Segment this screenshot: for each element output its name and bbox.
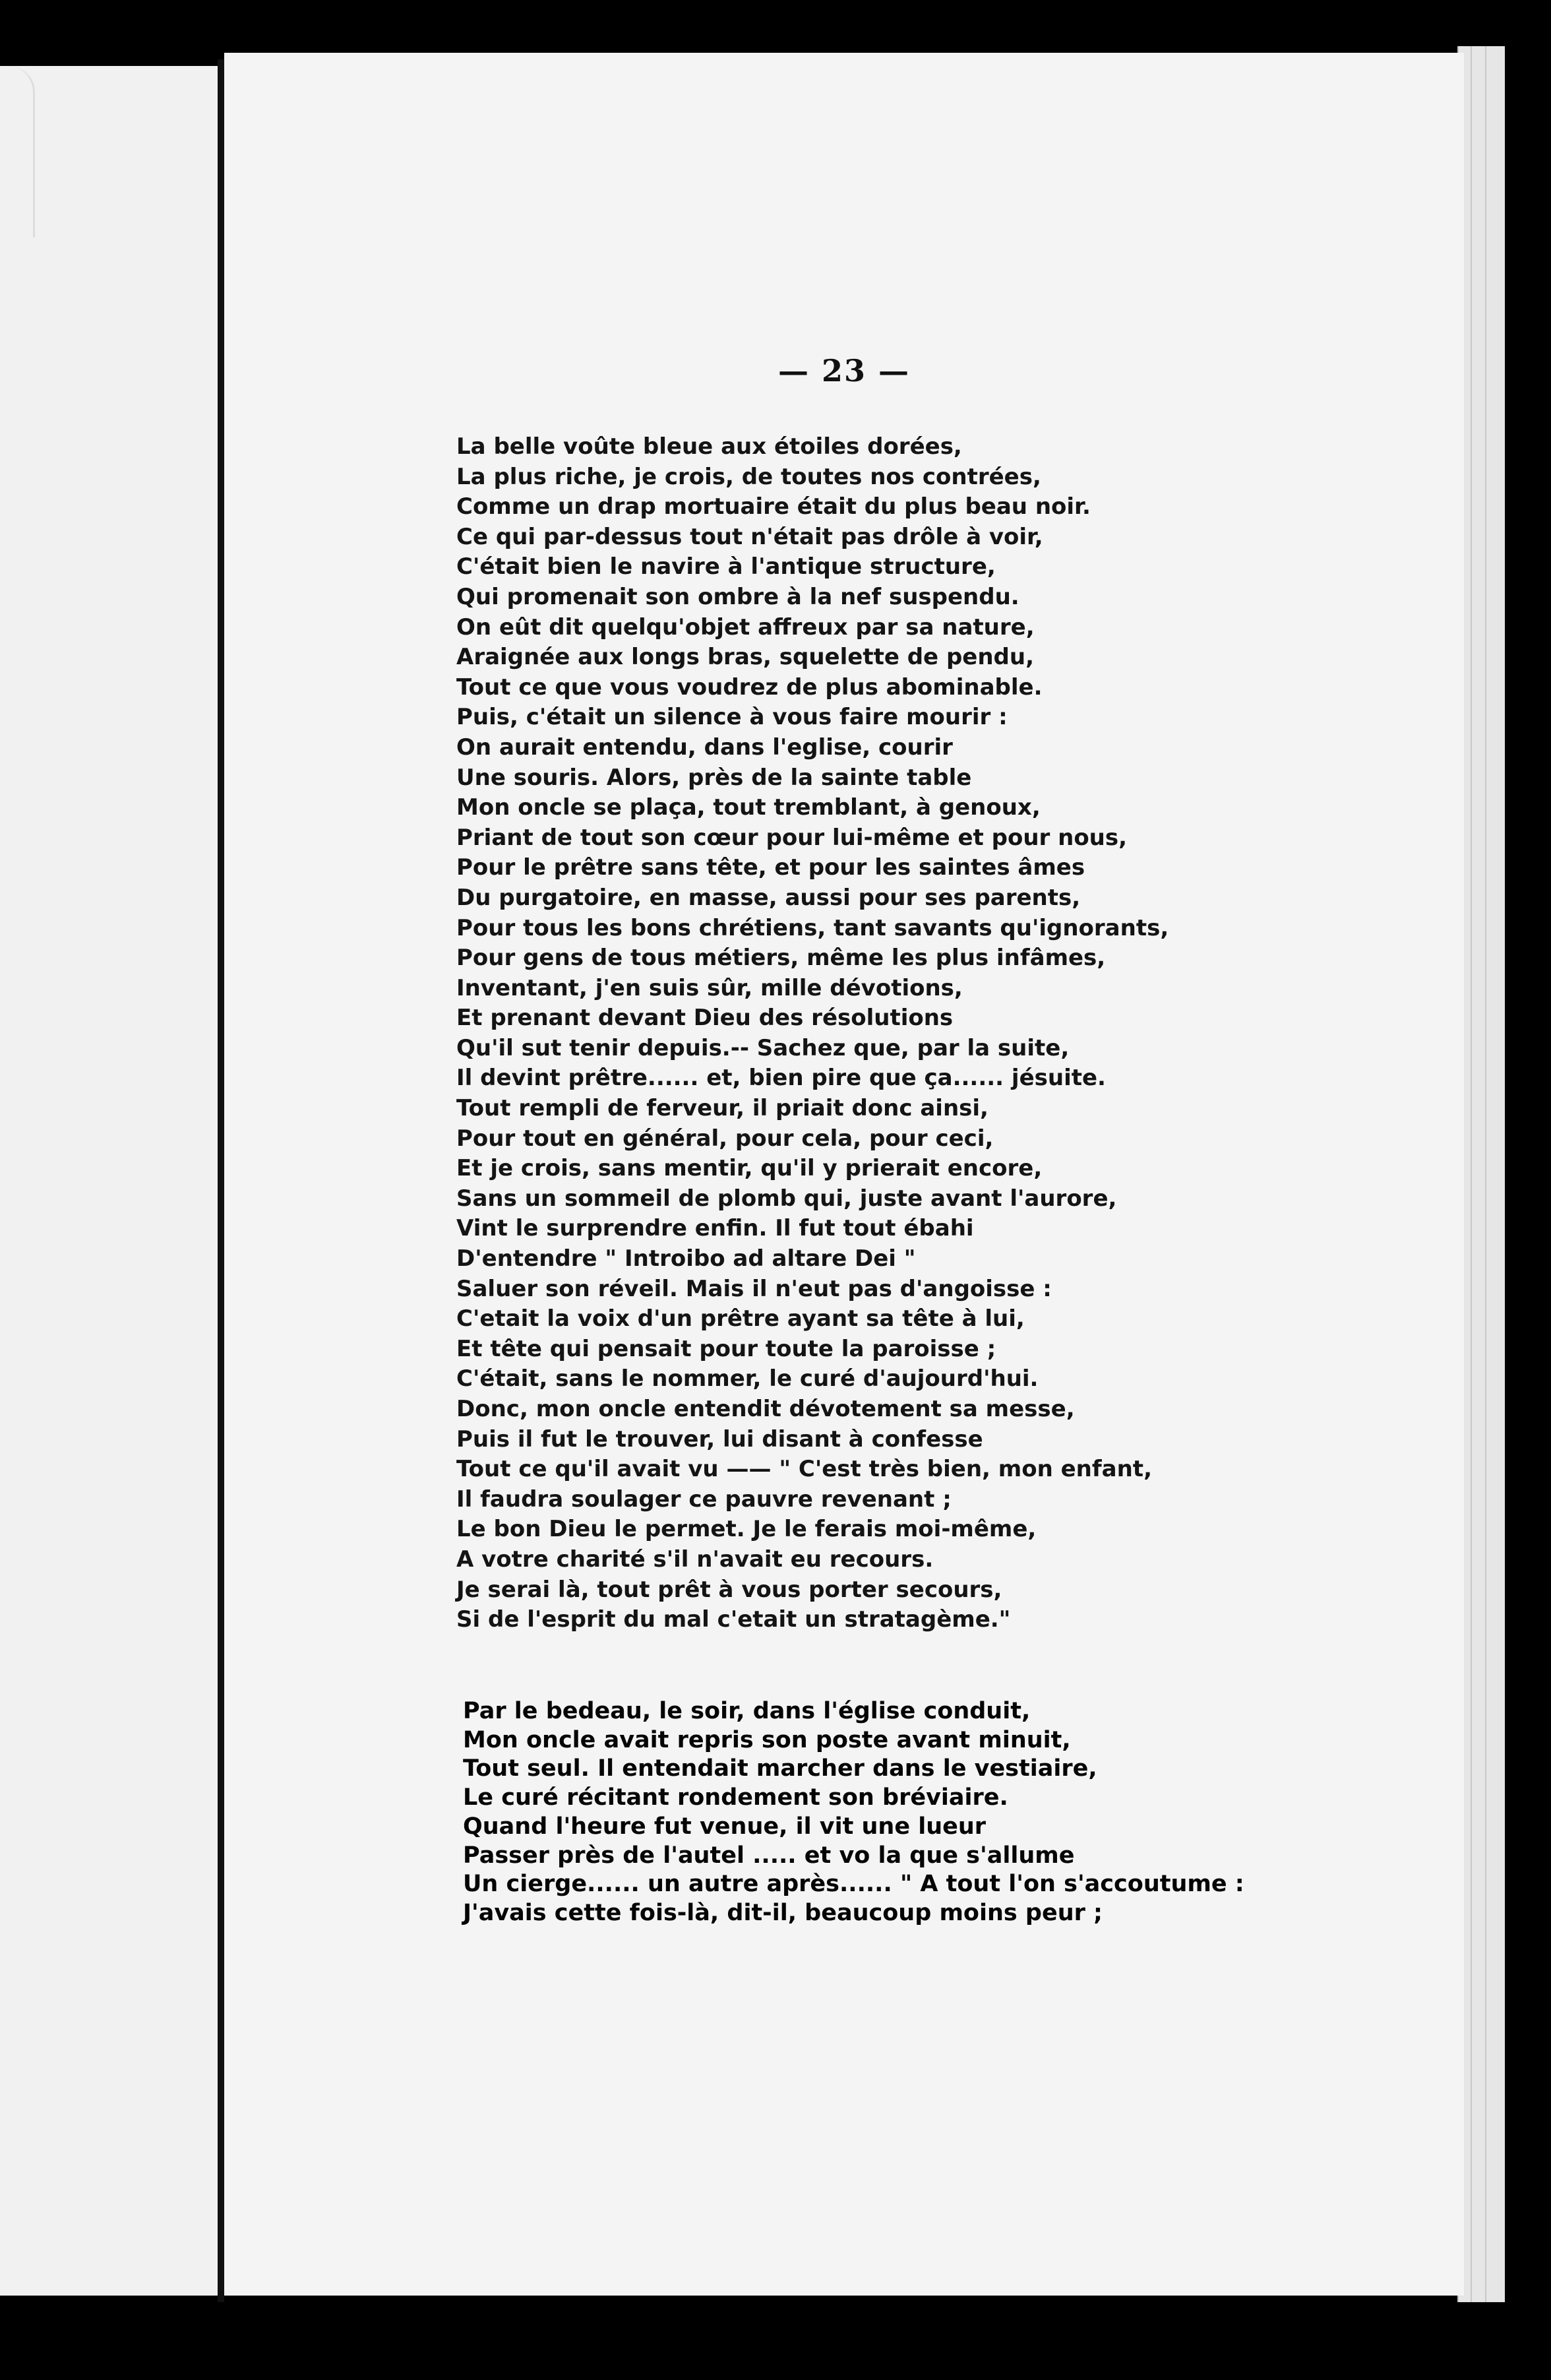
page-curl <box>0 66 35 237</box>
left-page-edge <box>0 66 218 2296</box>
poem-line: Saluer son réveil. Mais il n'eut pas d'angoisse : <box>456 1275 1052 1302</box>
poem-line: Puis, c'était un silence à vous faire mourir : <box>456 704 1008 731</box>
poem-line: Il faudra soulager ce pauvre revenant ; <box>456 1486 952 1513</box>
poem-line: C'etait la voix d'un prêtre ayant sa tête à lui, <box>456 1305 1025 1332</box>
poem-line: Ce qui par-dessus tout n'était pas drôle à voir, <box>456 523 1043 550</box>
poem-line: Qu'il sut tenir depuis.-- Sachez que, par la suite, <box>456 1034 1070 1061</box>
poem-line: Quand l'heure fut venue, il vit une lueur <box>463 1813 987 1840</box>
poem-line: Mon oncle se plaça, tout tremblant, à genoux, <box>456 794 1041 821</box>
poem-line: Tout seul. Il entendait marcher dans le vestiaire, <box>463 1755 1097 1782</box>
poem-stanza-1 <box>456 432 1169 1635</box>
poem-line: Le bon Dieu le permet. Je le ferais moi-même, <box>456 1516 1037 1543</box>
poem-line: D'entendre " Introibo ad altare Dei " <box>456 1245 916 1272</box>
poem-line: Et tête qui pensait pour toute la paroisse ; <box>456 1335 996 1362</box>
poem-line: Araignée aux longs bras, squelette de pendu, <box>456 644 1035 671</box>
poem-line: C'était bien le navire à l'antique structure, <box>456 553 996 580</box>
poem-line: A votre charité s'il n'avait eu recours. <box>456 1546 934 1573</box>
poem-line: La belle voûte bleue aux étoiles dorées, <box>456 433 962 460</box>
poem-line: Par le bedeau, le soir, dans l'église conduit, <box>463 1698 1031 1724</box>
poem-line: Le curé récitant rondement son bréviaire. <box>463 1784 1008 1811</box>
poem-line: Pour tous les bons chrétiens, tant savants qu'ignorants, <box>456 914 1169 941</box>
poem-line: Il devint prêtre...... et, bien pire que ça...... jésuite. <box>456 1065 1106 1092</box>
poem-line: Comme un drap mortuaire était du plus beau noir. <box>456 493 1091 520</box>
poem-line: Et prenant devant Dieu des résolutions <box>456 1005 954 1032</box>
poem-stanza-2 <box>463 1697 1244 1928</box>
poem-line: Qui promenait son ombre à la nef suspendu. <box>456 583 1019 610</box>
page-stack-edge <box>1457 46 1505 2302</box>
poem-line: On aurait entendu, dans l'eglise, courir <box>456 734 953 761</box>
poem-line: Si de l'esprit du mal c'etait un stratagème." <box>456 1606 1011 1633</box>
poem-line: Inventant, j'en suis sûr, mille dévotions, <box>456 974 963 1001</box>
poem-line: Une souris. Alors, près de la sainte table <box>456 764 972 791</box>
page-number: — 23 — <box>778 353 911 389</box>
poem-line: Priant de tout son cœur pour lui-même et pour nous, <box>456 824 1128 851</box>
poem-line: Passer près de l'autel ..... et vo la que s'allume <box>463 1842 1075 1869</box>
poem-line: On eût dit quelqu'objet affreux par sa nature, <box>456 613 1035 641</box>
poem-line: Pour tout en général, pour cela, pour ceci, <box>456 1125 994 1152</box>
poem-line: Pour le prêtre sans tête, et pour les saintes âmes <box>456 854 1085 881</box>
poem-line: Donc, mon oncle entendit dévotement sa messe, <box>456 1396 1075 1422</box>
poem-line: Je serai là, tout prêt à vous porter secours, <box>456 1576 1002 1603</box>
poem-line: Tout rempli de ferveur, il priait donc ainsi, <box>456 1095 988 1122</box>
poem-line: C'était, sans le nommer, le curé d'aujourd'hui. <box>456 1365 1039 1393</box>
poem-line: Pour gens de tous métiers, même les plus infâmes, <box>456 945 1106 972</box>
poem-line: Tout ce que vous voudrez de plus abominable. <box>456 673 1043 701</box>
poem-line: La plus riche, je crois, de toutes nos contrées, <box>456 463 1041 490</box>
poem-line: Et je crois, sans mentir, qu'il y prierait encore, <box>456 1155 1043 1182</box>
book-gutter <box>218 59 224 2302</box>
poem-line: Un cierge...... un autre après...... " A tout l'on s'accoutume : <box>463 1871 1244 1898</box>
poem-line: Puis il fut le trouver, lui disant à confesse <box>456 1425 983 1453</box>
poem-line: Mon oncle avait repris son poste avant minuit, <box>463 1726 1071 1753</box>
poem-line: Sans un sommeil de plomb qui, juste avant l'aurore, <box>456 1185 1117 1212</box>
poem-line: J'avais cette fois-là, dit-il, beaucoup moins peur ; <box>463 1899 1103 1926</box>
poem-line: Du purgatoire, en masse, aussi pour ses parents, <box>456 884 1081 911</box>
poem-line: Tout ce qu'il avait vu —— " C'est très bien, mon enfant, <box>456 1456 1152 1483</box>
poem-line: Vint le surprendre enfin. Il fut tout ébahi <box>456 1215 974 1242</box>
